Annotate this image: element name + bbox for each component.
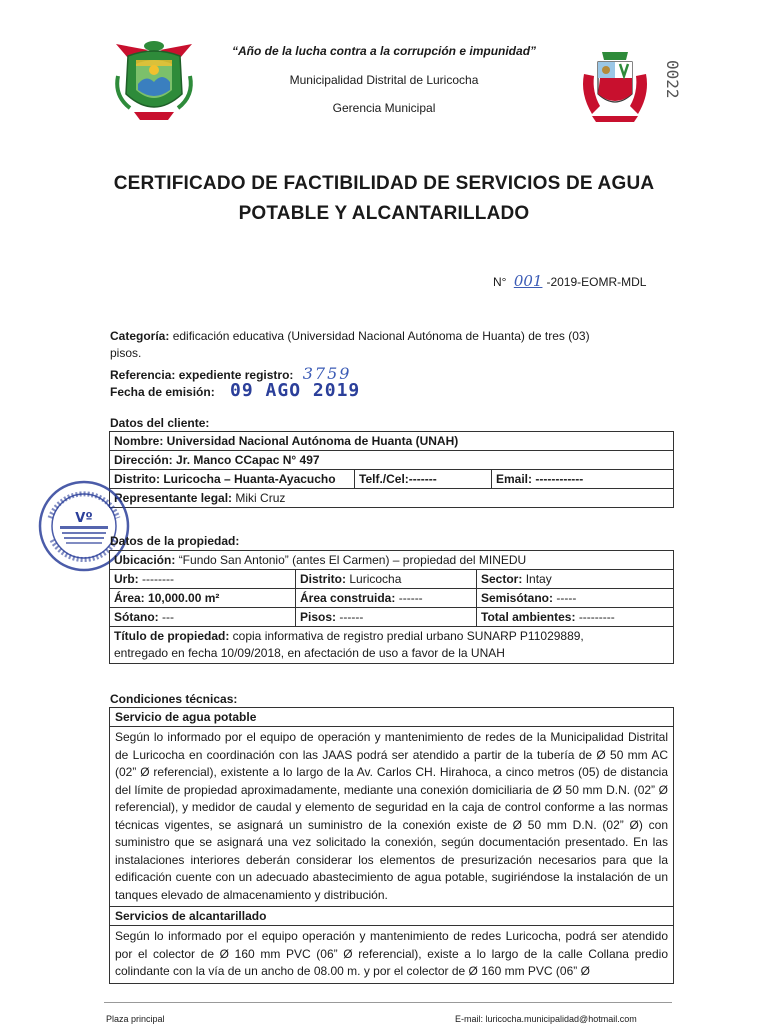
header-motto: “Año de la lucha contra a la corrupción e impunidad” <box>231 44 537 58</box>
categoria-line <box>110 328 670 362</box>
total-ambientes-label: Total ambientes: <box>481 610 576 624</box>
sotano-value: --- <box>162 610 175 624</box>
propiedad-urb <box>110 570 296 589</box>
svg-text:Vº: Vº <box>75 511 93 526</box>
titulo-value: copia informativa de registro predial urbano SUNARP P11029889, <box>232 629 584 643</box>
fecha-label: Fecha de emisión: <box>110 385 215 399</box>
cliente-telefono: Telf./Cel:------- <box>355 470 492 489</box>
number-value: 001 <box>513 272 543 290</box>
sotano-label: Sótano: <box>114 610 159 624</box>
condiciones-box <box>109 707 674 984</box>
page-number-stamp: 0022 <box>663 60 682 99</box>
sector-label: Sector: <box>481 572 523 586</box>
propiedad-total-ambientes <box>477 608 674 627</box>
sector-value: Intay <box>525 572 552 586</box>
cliente-direccion: Dirección: Jr. Manco CCapac N° 497 <box>110 451 674 470</box>
number-prefix: N° <box>493 275 507 289</box>
referencia-label: Referencia: expediente registro: <box>110 368 294 382</box>
pisos-label: Pisos: <box>300 610 337 624</box>
semisotano-value: ----- <box>556 591 577 605</box>
propiedad-heading: Datos de la propiedad: <box>110 534 240 548</box>
propiedad-sotano <box>110 608 296 627</box>
referencia-value: 3759 <box>302 364 352 383</box>
cliente-table <box>109 431 674 508</box>
titulo-value-2: entregado en fecha 10/09/2018, en afectación de uso a favor de la UNAH <box>114 646 505 660</box>
agua-heading: Servicio de agua potable <box>110 708 673 727</box>
area-construida-label: Área construida: <box>300 591 396 605</box>
footer-right: E-mail: luricocha.municipalidad@hotmail.com <box>455 1014 637 1024</box>
number-suffix: -2019-EOMR-MDL <box>546 275 647 289</box>
titulo-label: Título de propiedad: <box>114 629 230 643</box>
propiedad-sector <box>477 570 674 589</box>
cliente-nombre: Nombre: Universidad Nacional Autónoma de Huanta (UNAH) <box>110 432 674 451</box>
propiedad-distrito <box>296 570 477 589</box>
certificate-number <box>493 272 646 290</box>
ubicacion-label: Ubicación: <box>114 553 176 567</box>
representante-value: Miki Cruz <box>235 491 286 505</box>
document-title-line1: CERTIFICADO DE FACTIBILIDAD DE SERVICIOS DE AGUA <box>113 173 655 194</box>
categoria-text: edificación educativa (Universidad Nacional Autónoma de Huanta) de tres (03) <box>172 329 590 343</box>
fecha-line <box>110 380 360 401</box>
alcantarillado-text: Según lo informado por el equipo operación y mantenimiento de redes Luricocha, podrá ser atendido por el colector de Ø 160 mm PVC (06” Ø referencial), existe a lo largo de la calle Collana predio colindante con la vía de un ancho de 08.00 m. y por el colector de Ø 160 mm PVC (06” Ø <box>115 929 668 978</box>
alcantarillado-heading: Servicios de alcantarillado <box>110 907 673 926</box>
footer-left: Plaza principal <box>106 1014 165 1024</box>
propiedad-titulo <box>110 627 674 664</box>
propiedad-ubicacion <box>110 551 674 570</box>
header-department: Gerencia Municipal <box>332 101 436 115</box>
categoria-label: Categoría: <box>110 329 170 343</box>
cliente-heading: Datos del cliente: <box>110 416 210 430</box>
footer-divider <box>104 1002 672 1003</box>
national-coat-of-arms-icon <box>578 44 652 124</box>
propiedad-pisos <box>296 608 477 627</box>
propiedad-area-construida <box>296 589 477 608</box>
semisotano-label: Semisótano: <box>481 591 554 605</box>
propiedad-table <box>109 550 674 664</box>
categoria-text2: pisos. <box>110 346 142 360</box>
cliente-distrito: Distrito: Luricocha – Huanta-Ayacucho <box>110 470 355 489</box>
document-title-line2: POTABLE Y ALCANTARILLADO <box>238 203 530 224</box>
condiciones-heading: Condiciones técnicas: <box>110 692 238 706</box>
pisos-value: ------ <box>339 610 364 624</box>
distrito-value: Luricocha <box>349 572 402 586</box>
agua-text: Según lo informado por el equipo de operación y mantenimiento de redes de la Municipalidad Distrital de Luricocha en coordinación con las JAAS podrá ser atendido a partir de la tubería de Ø 50 mm AC (02” Ø referencial), existente a lo largo de la Av. Carlos CH. Hirahoca, a cinco metros (05) de distancia del límite de propiedad aproximadamente, mediante una conexión domiciliaria de Ø 50 mm D.N. (02” Ø referencial), y medidor de caudal y elemento de seguridad en la caja de control conforme a las normas técnicas vigentes, se asignará un suministro de la conexión existe de Ø 50 mm D.N. (02” Ø) con suministro que se asignará una vez solicitado la conexión, según documentación presentado. En las instalaciones interiores deberán considerar los elementos de presurización necesarios para que la edificación cuente con un adecuado abastecimiento de agua potable, sugiriéndose la instalación de un tanques elevado de almacenamiento y distribución. <box>110 727 673 907</box>
header-municipality: Municipalidad Distrital de Luricocha <box>289 73 479 87</box>
representante-label: Representante legal: <box>114 491 233 505</box>
fecha-stamp-value: 09 AGO 2019 <box>230 380 361 401</box>
cliente-email: Email: ------------ <box>492 470 674 489</box>
ubicacion-value: “Fundo San Antonio” (antes El Carmen) – propiedad del MINEDU <box>178 553 527 567</box>
urb-value: -------- <box>142 572 174 586</box>
propiedad-semisotano <box>477 589 674 608</box>
propiedad-area: Área: 10,000.00 m² <box>110 589 296 608</box>
distrito-label: Distrito: <box>300 572 346 586</box>
total-ambientes-value: --------- <box>578 610 615 624</box>
area-construida-value: ------ <box>398 591 423 605</box>
cliente-representante <box>110 489 674 508</box>
urb-label: Urb: <box>114 572 139 586</box>
